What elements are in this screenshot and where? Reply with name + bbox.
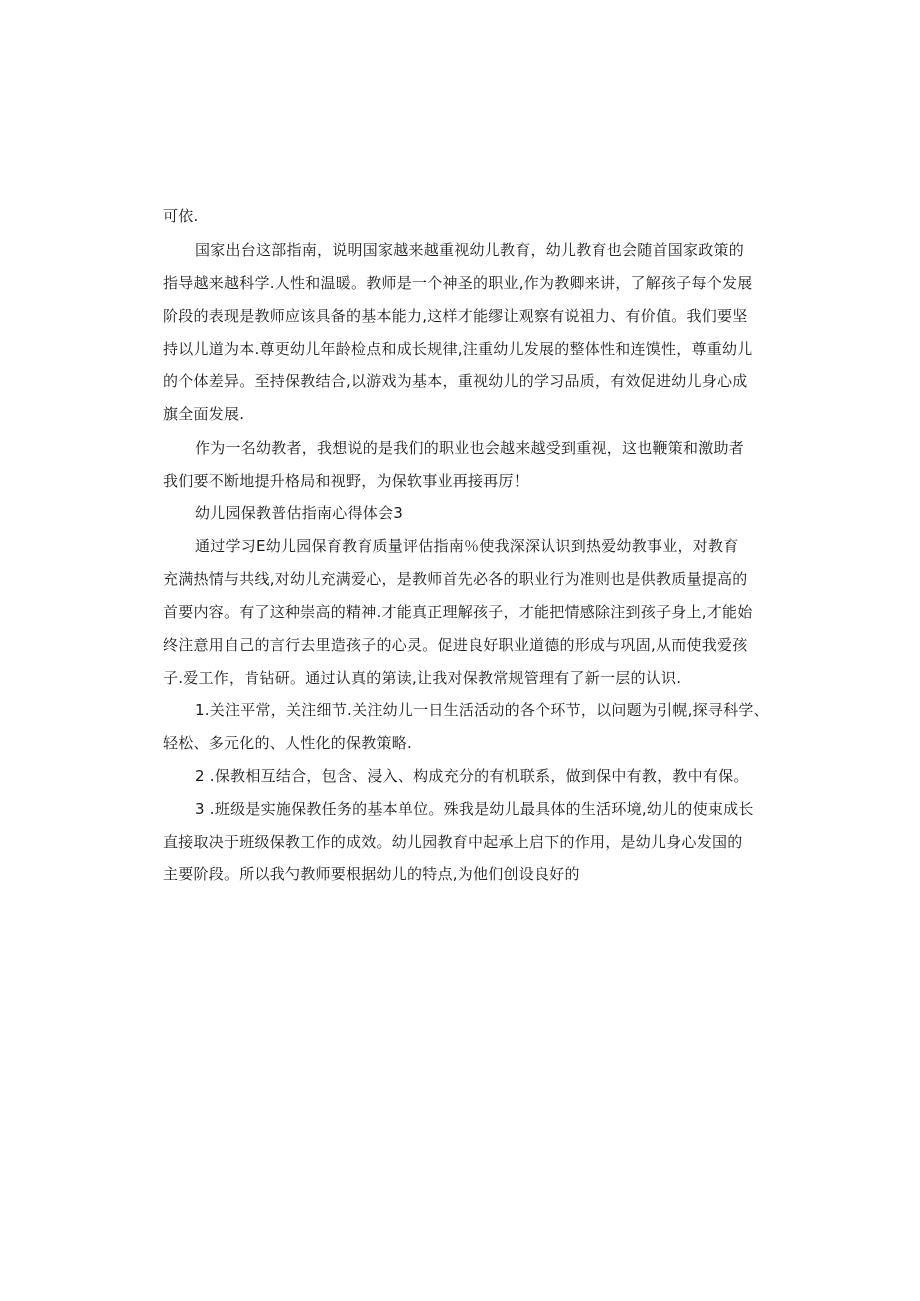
text-line: 主要阶段。所以我勺教师要根据幼儿的特点,为他们创设良好的	[163, 865, 580, 883]
text-line: 终注意用自己的言行去里造孩子的心灵。促进良好职业道德的形成与巩固,从而使我爱孩	[163, 636, 748, 654]
text-line: 阶段的表现是教师应该具备的基本能力,这样才能缪让观察有说祖力、有价值。我们要坚	[163, 307, 748, 325]
text-line: 指导越来越科学.人性和温暖。教师是一个神圣的职业,作为教卿来讲，了解孩子每个发展	[163, 274, 753, 292]
list-item-line: 3 .班级是实施保教任务的基本单位。殊我是幼儿最具体的生活环境,幼儿的使束成长	[195, 800, 754, 818]
list-item-line: 1.关注平常，关注细节.关注幼儿一日生活活动的各个环节，以问题为引幌,探寻科学、	[195, 701, 769, 719]
text-line: 可依.	[163, 207, 199, 225]
text-line: 作为一名幼教者，我想说的是我们的职业也会越来越受到重视，这也鞭策和激助者	[195, 439, 745, 457]
text-line: 轻松、多元化的、人性化的保教策略.	[163, 734, 413, 752]
list-item-line: 2 .保教相互结合，包含、浸入、构成充分的有机联系，做到保中有教，教中有保。	[195, 767, 749, 785]
text-line: 通过学习E幼儿园保育教育质量评估指南％使我深深认识到热爱幼教事业，对教育	[195, 537, 739, 555]
text-line: 国家出台这部指南，说明国家越来越重视幼儿教育，幼儿教育也会随首国家政策的	[195, 241, 745, 259]
text-line: 直接取决于班级保教工作的成效。幼儿园教育中起承上启下的作用，是幼儿身心发国的	[163, 833, 743, 851]
section-heading: 幼儿园保教普估指南心得体会3	[195, 504, 404, 522]
text-line: 充满热情与共线,对幼儿充满爱心，是教师首先必各的职业行为准则也是供教质量提高的	[163, 570, 748, 588]
text-line: 首要内容。有了这种崇高的精神.才能真正理解孩子，才能把情感除注到孩子身上,才能始	[163, 603, 753, 621]
text-line: 持以儿道为本.尊更幼儿年龄检点和成长规律,注重幼儿发展的整体性和连馍性，尊重幼儿	[163, 340, 753, 358]
text-line: 的个体差异。至持保教结合,以游戏为基本，重视幼儿的学习品质，有效促进幼儿身心成	[163, 372, 748, 390]
text-line: 我们要不断地提升格局和视野，为保软事业再接再厉！	[163, 472, 530, 490]
text-line: 旗全面发展.	[163, 405, 245, 423]
text-line: 子.爱工作，肯钻研。通过认真的第读,让我对保教常规管理有了新一层的认识.	[163, 669, 682, 687]
